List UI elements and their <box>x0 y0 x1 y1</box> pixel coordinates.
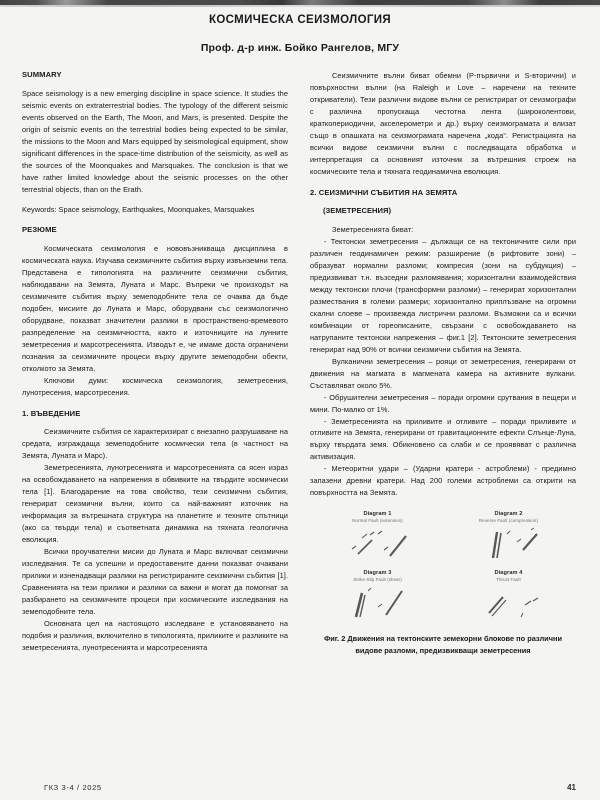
right-column <box>310 70 576 655</box>
diagram-1-sketch-icon <box>316 524 439 566</box>
intro-paragraph-2: Земетресенията, лунотресенията и марсотресенията са ясен израз на освобождаването на напрежения в обвивките на твърдите космически тела [1]. Благодарение на това свойство, тези сеизмични събития, генерират сеизмични вълни, които са най-важният източник на информация за вътрешната структура на планетите и техните спътници (ако са твърди тела) и съответната динамика на тяхната геологична еволюция. <box>22 462 288 544</box>
keywords-en: Keywords: Space seismology, Earthquakes, Moonquakes, Marsquakes <box>22 204 255 214</box>
diagram-4-subtitle: Thrust Fault <box>496 577 521 583</box>
left-column <box>22 70 288 655</box>
heading-section-2-subtitle: (ЗЕМЕТРЕСЕНИЯ) <box>323 205 391 215</box>
earthquake-type-tidal: - Земетресенията на приливите и отливите – поради приливите и отливите на Земята, генерирани от гравитационните ефекти Слънце-Луна, върху твърдата земя. Обикновено са слаби и се проявяват с различна активизация. <box>310 416 576 462</box>
two-column-body <box>0 70 600 655</box>
diagram-3 <box>316 570 439 625</box>
earthquake-type-tectonic: - Тектонски земетресения – дължащи се на тектоничните сили при различен геодинамичен режим: разширение (в рифтовите зони) – образуват нормални разломи; компресия (зони на субдукция) – предизвикват т.н. възседни разломявания; хоризонтални взаимодействия между тектонски плочи (трансформни разломи) – генерират хоризонтални размествания в големи размери; хоризонтално приплъзване на огромни скални слоеве – произвежда листрични разломи. Възможни са и всички комбинации от гореописаните, свързани с освобождаването на натрупаните тектонски напрежения – фиг.1 [2]. Тектонските земетресения генерират над 90% от всички сеизмични събития на Земята. <box>310 236 576 354</box>
earthquake-type-collapse: - Обрушителни земетресения – поради огромни срутвания в пещери и мини. По-малко от 1%. <box>310 392 576 414</box>
keywords-bg: Ключови думи: космическа сеизмология, земетресения, лунотресения, марсотресения. <box>22 375 288 397</box>
diagram-1-subtitle: Normal Fault (extension) <box>352 518 403 524</box>
footer-page-number: 41 <box>567 783 576 792</box>
diagram-2-sketch-icon <box>447 524 570 566</box>
article-author: Проф. д-р инж. Бойко Рангелов, МГУ <box>200 41 400 54</box>
article-masthead <box>0 0 600 54</box>
earthquake-type-meteorite: - Метеоритни удари – (Ударни кратери - астроблеми) - предимно запазени древни кратери. Над 200 големи астроблеми са открити на повърхността на Земята. <box>310 464 576 498</box>
page-title: КОСМИЧЕСКА СЕИЗМОЛОГИЯ <box>209 14 391 26</box>
seismic-waves-paragraph: Сеизмичните вълни биват обемни (P-първични и S-вторични) и повърхностни вълни (на Raleigh и Love – наречени на техните откриватели). Тези различни видове вълни се регистрират от сеизмографи с различна пропускаща честотна лента (широколентови, краткопериодични, акселерометри и др.) върху сеизмограмата и влизат също в опашката на сеизмограмата наречена „кода“. Регистрацията на всички видове сеизмични вълни с последващата обработка и интерпретация са основният източник за вътрешния строеж на космическите тела и тяхната геодинамична еволюция. <box>310 71 576 177</box>
diagram-2 <box>447 511 570 566</box>
footer-journal-issue: ГКЗ 3-4 / 2025 <box>44 783 102 792</box>
diagram-2-subtitle: Reverse Fault (compression) <box>478 518 539 524</box>
heading-summary: SUMMARY <box>22 70 62 80</box>
intro-paragraph-1: Сеизмичните събития се характеризират с внезапно разрушаване на средата, изграждаща земеподобните космически тела (в частност на Земята, Луната и Марс). <box>22 426 288 460</box>
diagram-3-title: Diagram 3 <box>363 570 392 577</box>
diagram-1 <box>316 511 439 566</box>
svg-text:.: . <box>351 556 353 562</box>
diagram-4 <box>447 570 570 625</box>
earthquake-types-lead: Земетресенията биват: <box>332 224 414 234</box>
diagram-grid <box>310 511 576 625</box>
diagram-2-title: Diagram 2 <box>494 511 523 518</box>
summary-paragraph: Space seismology is a new emerging discipline in space science. It studies the seismic events on extraterrestrial bodies. The typology of the different seismic events observed on the Earth, The Moon, and Mars, is presented. Despite the origin of seismic events on the terrestrial bodies being expected to be similar, the missions to the Moon and Mars equipped by seismological equipment, show significant differences in the space-time distribution of the seismicity, as well as the sources of the Moonquakes and Marsquakes. The conclusion is that we have rather limited knowledge about the seismic processes on the other terrestrial objects, than on the Erath. <box>22 88 288 194</box>
figure-2 <box>310 511 576 655</box>
heading-resume: РЕЗЮМЕ <box>22 225 57 235</box>
diagram-4-title: Diagram 4 <box>494 570 523 577</box>
heading-introduction: 1. ВЪВЕДЕНИЕ <box>22 408 81 418</box>
diagram-1-title: Diagram 1 <box>363 511 392 518</box>
diagram-4-sketch-icon <box>447 583 570 625</box>
diagram-3-sketch-icon <box>316 583 439 625</box>
earthquake-type-volcanic: Вулканични земетресения – рояци от земетресения, генерирани от движения на магмата в магмената камера на активните вулкани. Съставляват около 5%. <box>310 356 576 390</box>
resume-paragraph: Космическата сеизмология е нововъзникваща дисциплина в космическата наука. Изучава сеизмичните събития върху извънземни тела. Представена е типологията на различните сеизмични събития, наблюдавани на Земята, Луната и Марс. Въпреки че произходът на сеизмичните събития върху земеподобните тела се очаква да бъде подобен, мисиите до Луната и Марс, оборудвани със сеизмологично оборудване, показват значителни разлики в пространствено-времевото разпределение на сеизмичността, както и източниците на лунните земетресения и марсотресенията. Изводът е, че имаме доста ограничени познания за сеизмичните процеси върху другите земеподобни обекти, отколкото за Земята. <box>22 243 288 373</box>
heading-section-2: 2. СЕИЗМИЧНИ СЪБИТИЯ НА ЗЕМЯТА <box>310 188 458 198</box>
intro-paragraph-4: Основната цел на настоящото изследване е установяването на подобия и различия, включително в типологията, приликите и разликите на земетресенията, лунотресенията и марсотресенията <box>22 618 288 652</box>
figure-2-caption: Фиг. 2 Движения на тектонските земекорни блокове по различни видове разломи, предизвикващи земетресения <box>323 634 563 655</box>
intro-paragraph-3: Всички проучвателни мисии до Луната и Марс включват сеизмични изследвания. Те са успешни и предоставените данни показват очаквани прилики и изненадващи разлики на регистрираните сеизмични събития [1]. Сравненията на тези прилики и разлики са важни и могат да помогнат за разбирането на сеизмичните процеси при космическите изследвания на земеподобните тела. <box>22 546 288 616</box>
diagram-3-subtitle: Strike-Slip Fault (shear) <box>353 577 402 583</box>
page-footer <box>0 783 600 792</box>
